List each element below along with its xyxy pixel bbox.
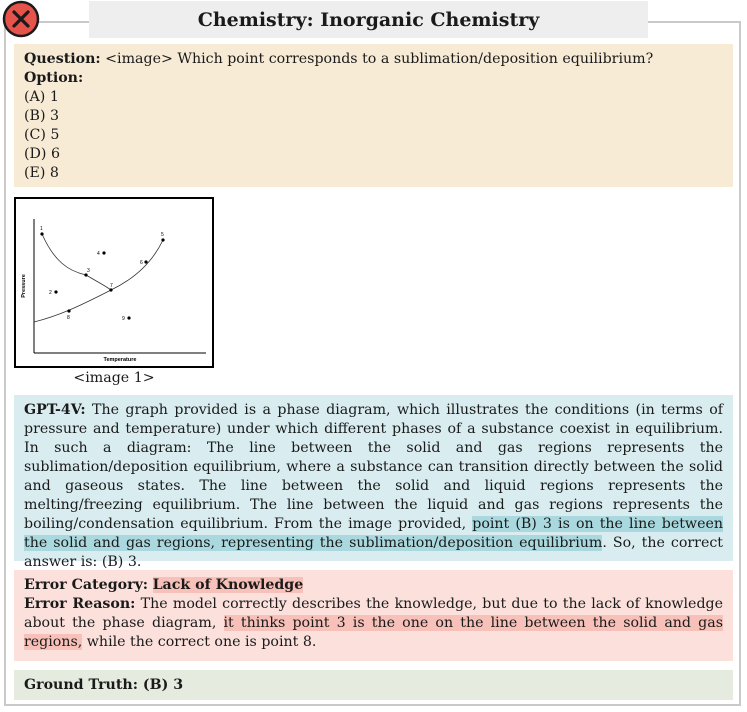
point-9-label: 9	[122, 316, 125, 322]
point-1	[40, 232, 43, 235]
y-axis-label: Pressure	[21, 274, 27, 298]
point-4	[102, 251, 105, 254]
point-8-label: 8	[67, 315, 70, 321]
ground-truth-value: (B) 3	[142, 676, 184, 693]
error-reason-label: Error Reason:	[24, 596, 136, 612]
figure-caption: <image 1>	[73, 370, 155, 386]
option-c: (C) 5	[24, 127, 60, 143]
answer-text: The graph provided is a phase diagram, which illustrates the conditions (in terms of pressure and temperature) under which different phases of a substance coexist in equilibrium. In such a diagram: The line between the solid and gas regions represents the sublimation/deposition equilibrium, where a substance can transition directly between the solid and gaseous states. The line between the solid and liquid regions represents the melting/freezing equilibrium. The line between the liquid and gas regions represents the boiling/condensation equilibrium. From the image provided,	[24, 402, 723, 532]
point-6-label: 6	[140, 260, 143, 266]
answer-highlight: point (B) 3 is on the line between the solid and gas regions, representing the sublimation/deposition equilibrium	[24, 516, 723, 551]
point-4-label: 4	[97, 251, 100, 257]
ground-truth-label: Ground Truth:	[24, 676, 138, 693]
point-3-label: 3	[87, 268, 90, 274]
answer-conclusion: . So, the correct answer is: (B) 3.	[24, 535, 723, 570]
point-1-label: 1	[40, 226, 43, 232]
x-axis-label: Temperature	[103, 357, 137, 363]
point-2	[54, 290, 57, 293]
point-8	[67, 309, 70, 312]
error-category-line	[24, 576, 723, 595]
point-9	[127, 316, 130, 319]
phase-diagram-svg	[16, 199, 212, 366]
point-2-label: 2	[49, 290, 52, 296]
model-label: GPT-4V:	[24, 402, 86, 418]
error-category-value: Lack of Knowledge	[152, 577, 304, 593]
question-box	[14, 44, 733, 187]
error-reason-line	[24, 595, 723, 652]
point-7-label: 7	[110, 283, 113, 289]
error-reason-end: while the correct one is point 8.	[82, 634, 317, 650]
model-answer-box	[14, 395, 733, 570]
point-6	[144, 260, 147, 263]
question-label: Question:	[24, 51, 101, 67]
error-reason-text: The model correctly describes the knowledge, but due to the lack of knowledge about the phase diagram,	[24, 596, 724, 631]
option-d: (D) 6	[24, 146, 60, 162]
point-5	[161, 238, 164, 241]
ground-truth-box	[14, 670, 733, 700]
option-b: (B) 3	[24, 108, 60, 124]
question-text: <image> Which point corresponds to a sublimation/deposition equilibrium?	[100, 51, 654, 67]
wrong-answer-icon	[2, 0, 40, 38]
solid-liquid-curve	[42, 234, 111, 290]
error-category-label: Error Category:	[24, 577, 149, 593]
error-reason-highlight: it thinks point 3 is the one on the line between the solid and gas regions,	[24, 615, 723, 650]
phase-diagram-image	[14, 197, 214, 368]
question-line	[24, 50, 723, 69]
option-a: (A) 1	[24, 89, 59, 105]
option-e: (E) 8	[24, 165, 59, 181]
option-label: Option:	[24, 70, 84, 86]
error-box	[14, 570, 733, 661]
page-title: Chemistry: Inorganic Chemistry	[89, 1, 648, 38]
point-5-label: 5	[161, 232, 164, 238]
